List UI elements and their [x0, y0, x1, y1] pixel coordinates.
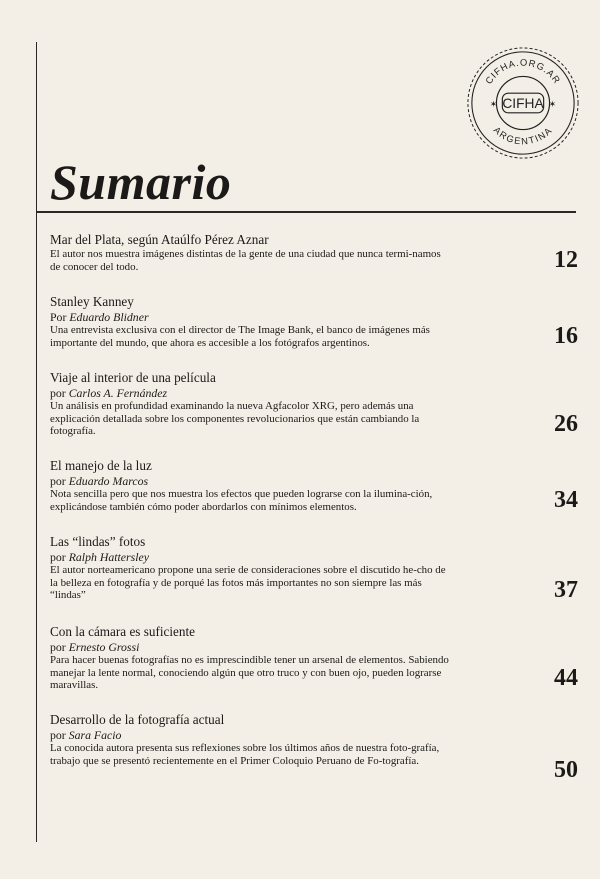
toc-entry[interactable]: [50, 232, 490, 273]
entry-title: Las “lindas” fotos: [50, 534, 146, 549]
entry-author: Eduardo Marcos: [68, 474, 149, 488]
left-margin-rule: [36, 42, 37, 842]
entry-title: Viaje al interior de una película: [50, 370, 216, 385]
seal-top-text: CIFHA.ORG.AR: [483, 57, 563, 86]
entry-author-line: [50, 310, 490, 324]
entry-author-line: [50, 386, 490, 400]
entry-author-prefix: por: [50, 728, 66, 742]
entry-description: Nota sencilla pero que nos muestra los efectos que pueden lograrse con la ilumina-ción, explicándose también cómo poder abordarlos con mínimos elementos.: [50, 488, 433, 513]
entry-description: Un análisis en profundidad examinando la nueva Agfacolor XRG, pero además una explicación detallada sobre los componentes revolucionarios que están cambiando la fotografía.: [50, 400, 420, 438]
entry-author: Sara Facio: [68, 728, 122, 742]
entry-page-number: 12: [554, 247, 578, 273]
entry-author-prefix: por: [50, 640, 66, 654]
entry-author-line: [50, 474, 490, 488]
svg-text:ARGENTINA: [492, 125, 555, 147]
entry-author: Ralph Hattersley: [68, 550, 149, 564]
entry-description: El autor nos muestra imágenes distintas de la gente de una ciudad que nunca termi-namos de conocer del todo.: [50, 248, 441, 273]
toc-entry[interactable]: [50, 712, 490, 767]
entry-author-line: [50, 640, 490, 654]
entry-description: Una entrevista exclusiva con el director de The Image Bank, el banco de imágenes más importante del mundo, que ahora es accesible a los fotógrafos argentinos.: [50, 324, 430, 349]
entry-title: El manejo de la luz: [50, 458, 152, 473]
svg-text:CIFHA.ORG.AR: [484, 58, 563, 86]
entry-title: Con la cámara es suficiente: [50, 624, 195, 639]
entry-page-number: 26: [554, 411, 578, 437]
seal-star-left-icon: ✶: [489, 99, 498, 110]
entry-page-number: 44: [554, 665, 578, 691]
entry-description: El autor norteamericano propone una serie de consideraciones sobre el discutido he-cho de la belleza en fotografía y de porqué las fotos más importantes no son siempre las más “lindas”: [50, 564, 446, 602]
toc-entry[interactable]: [50, 624, 490, 692]
page-title: Sumario: [50, 154, 232, 210]
entry-page-number: 34: [554, 487, 578, 513]
entry-author: Ernesto Grossi: [68, 640, 140, 654]
entry-title: Desarrollo de la fotografía actual: [50, 712, 225, 727]
entry-title: Mar del Plata, según Ataúlfo Pérez Aznar: [50, 232, 269, 247]
seal-star-right-icon: ✶: [548, 99, 557, 110]
seal-center-text: CIFHA: [502, 95, 544, 111]
entry-title: Stanley Kanney: [50, 294, 134, 309]
toc-entry[interactable]: [50, 534, 490, 602]
entry-author-prefix: Por: [50, 310, 67, 324]
toc-entry[interactable]: [50, 294, 490, 349]
toc-entry[interactable]: [50, 458, 490, 513]
toc-entry[interactable]: [50, 370, 490, 438]
entry-author-prefix: por: [50, 474, 66, 488]
entry-description: Para hacer buenas fotografías no es imprescindible tener un arsenal de elementos. Sabiendo manejar la lente normal, conociendo algún que otro truco y con buen ojo, pueden lograrse maravillas.: [50, 654, 449, 692]
entry-author-line: [50, 728, 490, 742]
entry-page-number: 16: [554, 323, 578, 349]
entry-author-line: [50, 550, 490, 564]
cifha-seal-stamp: [464, 44, 582, 162]
entry-description: La conocida autora presenta sus reflexiones sobre los últimos años de nuestra foto-grafía, trabajo que se presentó recientemente en el Primer Coloquio Peruano de Fo-tografía.: [50, 742, 440, 767]
entry-author: Carlos A. Fernández: [68, 386, 168, 400]
entry-author: Eduardo Blidner: [69, 310, 149, 324]
entry-author-prefix: por: [50, 550, 66, 564]
seal-bottom-text: ARGENTINA: [491, 124, 555, 147]
entry-author-prefix: por: [50, 386, 66, 400]
entry-page-number: 50: [554, 757, 578, 783]
entry-page-number: 37: [554, 577, 578, 603]
